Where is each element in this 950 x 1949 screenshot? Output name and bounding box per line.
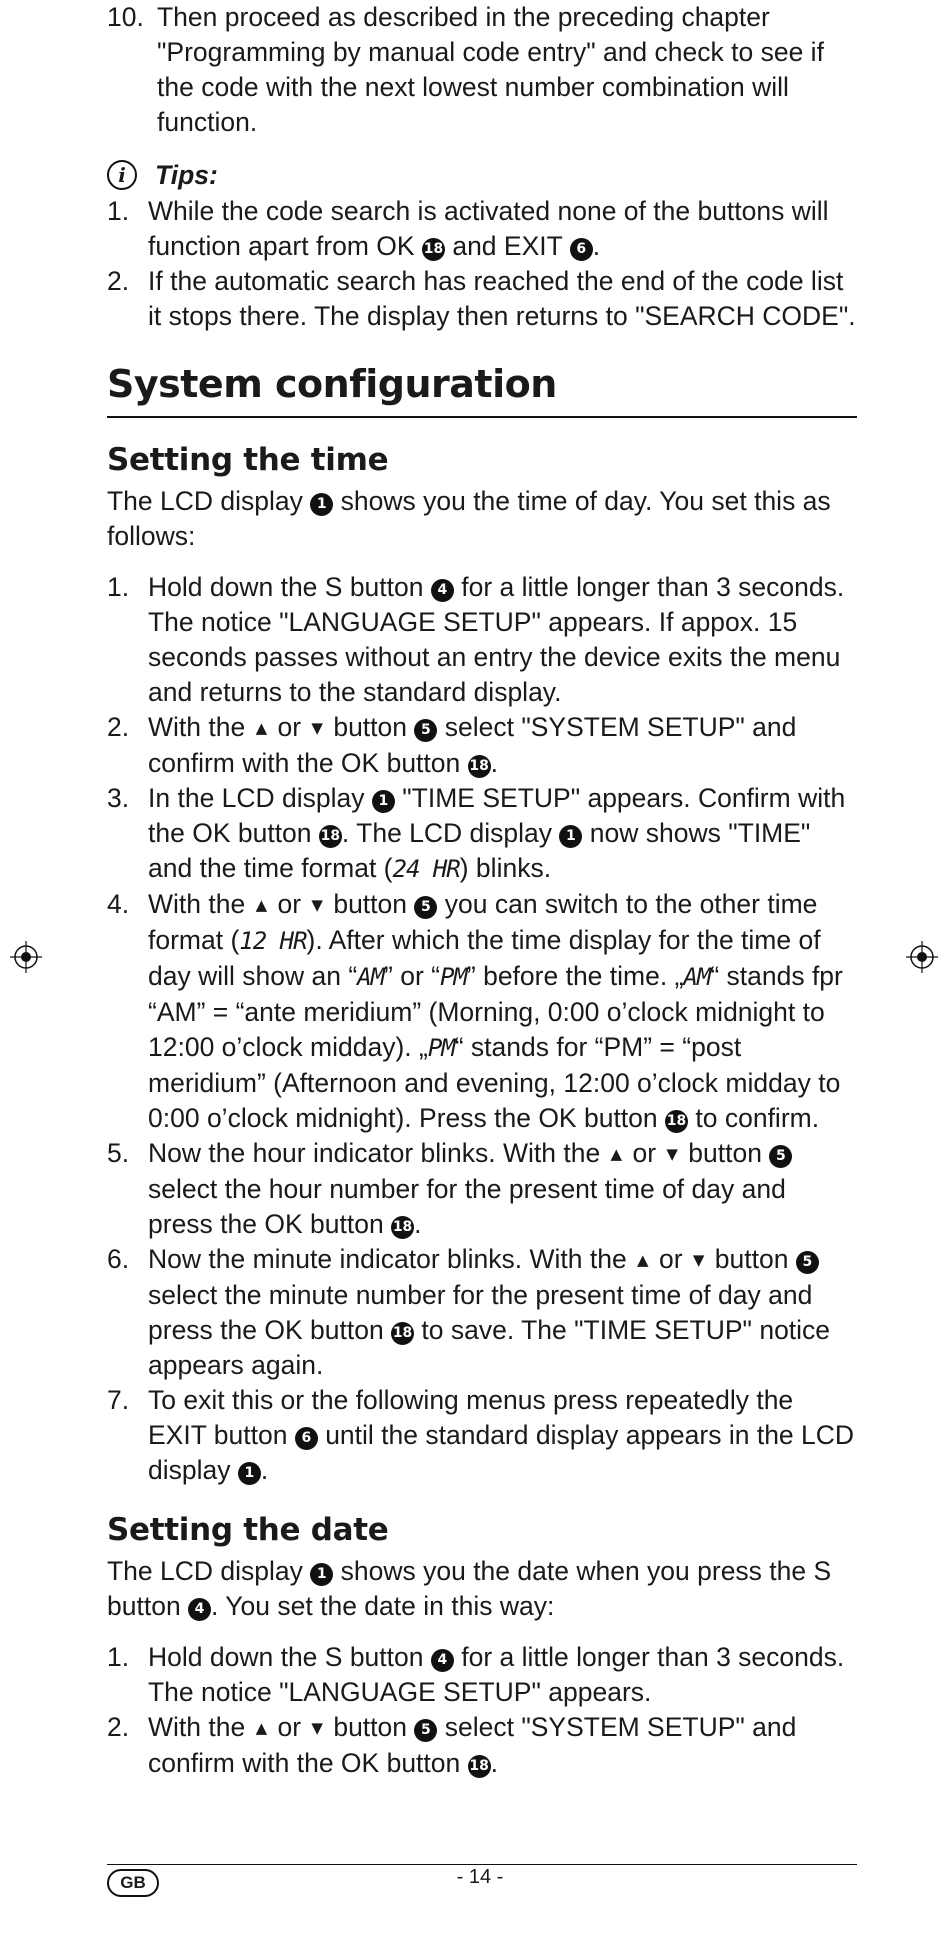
text-run: . The LCD display bbox=[341, 818, 560, 848]
item-number: 10. bbox=[107, 2, 144, 32]
lcd-glyph: 12 HR bbox=[239, 927, 307, 955]
text-run: ” before the time. „ bbox=[466, 961, 684, 991]
text-run: select "SYSTEM SETUP" and confirm with the OK button bbox=[148, 712, 797, 778]
text-run: button bbox=[680, 1138, 770, 1168]
text-run: . You set the date in this way: bbox=[211, 1591, 555, 1621]
callout-number: 4 bbox=[431, 1649, 454, 1672]
text-run: While the code search is activated none of the buttons will function apart from OK bbox=[148, 196, 829, 261]
footer-rule bbox=[107, 1864, 857, 1865]
text-run: If the automatic search has reached the end of the code list it stops there. The display then returns to "SEARCH CODE". bbox=[148, 266, 856, 331]
arrow-down-icon: ▼ bbox=[311, 1719, 323, 1737]
callout-number: 5 bbox=[769, 1145, 792, 1168]
text-run: ) blinks. bbox=[459, 853, 552, 883]
list-item bbox=[107, 1383, 857, 1488]
lcd-glyph: AM bbox=[683, 963, 711, 991]
info-icon: i bbox=[107, 160, 137, 190]
text-run: or bbox=[625, 1138, 664, 1168]
callout-number: 18 bbox=[665, 1110, 688, 1133]
text-run: . bbox=[414, 1209, 422, 1239]
text-run: The LCD display bbox=[107, 1556, 311, 1586]
text-run: now shows "TIME" and the time format ( bbox=[148, 818, 811, 883]
tips-title: Tips: bbox=[155, 159, 218, 190]
text-run: "TIME SETUP" appears. Confirm with the OK button bbox=[148, 783, 846, 848]
lcd-glyph: AM bbox=[357, 963, 385, 991]
text-run: ” or “ bbox=[384, 961, 440, 991]
callout-number: 6 bbox=[295, 1427, 318, 1450]
text-run: button bbox=[325, 1712, 415, 1742]
callout-number: 18 bbox=[468, 1755, 491, 1778]
callout-number: 18 bbox=[422, 238, 445, 261]
text-run: With the bbox=[148, 889, 253, 919]
item-number: 6. bbox=[107, 1244, 130, 1274]
text-run: button bbox=[707, 1244, 796, 1274]
date-steps bbox=[107, 1640, 857, 1781]
text-run: . bbox=[260, 1455, 269, 1485]
time-heading: Setting the time bbox=[107, 442, 389, 478]
callout-number: 5 bbox=[414, 719, 437, 742]
text-run: Then proceed as described in the preceding chapter "Programming by manual code entry" and check to see if the code with the next lowest number combination will function. bbox=[157, 2, 824, 137]
callout-number: 4 bbox=[431, 579, 454, 602]
text-run: With the bbox=[148, 1712, 253, 1742]
text-run: “ stands fpr “AM” = “ante meridium” (Morning, 0:00 o’clock midnight to 12:00 o’clock midday). „ bbox=[148, 961, 843, 1062]
arrow-down-icon: ▼ bbox=[692, 1251, 705, 1269]
callout-number: 4 bbox=[188, 1598, 211, 1621]
text-run: Now the minute indicator blinks. With the bbox=[148, 1244, 635, 1274]
list-item bbox=[107, 570, 857, 710]
arrow-down-icon: ▼ bbox=[311, 719, 323, 737]
callout-number: 1 bbox=[310, 493, 333, 516]
text-run: button bbox=[325, 889, 415, 919]
callout-number: 18 bbox=[391, 1216, 414, 1239]
callout-number: 6 bbox=[570, 238, 593, 261]
callout-number: 1 bbox=[310, 1563, 333, 1586]
list-item bbox=[107, 1710, 857, 1781]
item-number: 1. bbox=[107, 196, 130, 226]
text-run: “ stands for “PM” = “post meridium” (Afternoon and evening, 12:00 o’clock midday to 0:00 o’clock midnight). Press the OK button bbox=[148, 1032, 841, 1133]
callout-number: 5 bbox=[796, 1251, 819, 1274]
text-run: or bbox=[651, 1244, 690, 1274]
list-item bbox=[107, 194, 857, 264]
list-item bbox=[107, 1136, 857, 1242]
arrow-up-icon: ▲ bbox=[255, 896, 268, 914]
callout-number: 18 bbox=[319, 825, 342, 848]
list-item bbox=[107, 264, 857, 334]
text-run: In the LCD display bbox=[148, 783, 372, 813]
text-run: . bbox=[490, 1748, 498, 1778]
text-run: and EXIT bbox=[444, 231, 570, 261]
arrow-down-icon: ▼ bbox=[311, 896, 323, 914]
lcd-glyph: PM bbox=[439, 963, 467, 991]
text-run: for a little longer than 3 seconds. The notice "LANGUAGE SETUP" appears. If appox. 15 seconds passes without an entry the device exits the menu and returns to the standard display. bbox=[148, 572, 845, 707]
callout-number: 1 bbox=[238, 1462, 261, 1485]
callout-number: 1 bbox=[559, 825, 582, 848]
text-run: select "SYSTEM SETUP" and confirm with the OK button bbox=[148, 1712, 797, 1778]
text-run: to confirm. bbox=[688, 1103, 820, 1133]
country-badge: GB bbox=[107, 1869, 159, 1897]
item-number: 2. bbox=[107, 266, 130, 296]
text-run: The LCD display bbox=[107, 486, 311, 516]
date-intro bbox=[107, 1554, 857, 1624]
list-item bbox=[107, 1242, 857, 1383]
list-item bbox=[107, 0, 857, 140]
text-run: until the standard display appears in the LCD display bbox=[148, 1420, 855, 1485]
intro-steps bbox=[107, 0, 857, 140]
arrow-up-icon: ▲ bbox=[637, 1251, 649, 1269]
manual-page bbox=[107, 0, 857, 1781]
text-run: or bbox=[270, 1712, 309, 1742]
item-number: 5. bbox=[107, 1138, 130, 1168]
arrow-down-icon: ▼ bbox=[666, 1145, 678, 1163]
time-steps bbox=[107, 570, 857, 1488]
arrow-up-icon: ▲ bbox=[255, 719, 268, 737]
text-run: or bbox=[270, 889, 309, 919]
tips-list bbox=[107, 194, 857, 334]
text-run: To exit this or the following menus press repeatedly the EXIT button bbox=[148, 1385, 794, 1450]
text-run: button bbox=[325, 712, 415, 742]
text-run: With the bbox=[148, 712, 253, 742]
callout-number: 5 bbox=[414, 1719, 437, 1742]
text-run: shows you the time of day. You set this as follows: bbox=[107, 486, 831, 551]
text-run: ). After which the time display for the time of day will show an “ bbox=[148, 925, 821, 991]
lcd-glyph: PM bbox=[427, 1034, 455, 1062]
list-item bbox=[107, 710, 857, 781]
item-number: 2. bbox=[107, 1712, 130, 1742]
callout-number: 1 bbox=[372, 790, 395, 813]
item-number: 7. bbox=[107, 1385, 130, 1415]
text-run: to save. The "TIME SETUP" notice appears again. bbox=[148, 1315, 831, 1380]
item-number: 2. bbox=[107, 712, 130, 742]
page-number: - 14 - bbox=[456, 1866, 504, 1888]
list-item bbox=[107, 887, 857, 1136]
text-run: . bbox=[592, 231, 601, 261]
text-run: Hold down the S button bbox=[148, 1642, 431, 1672]
arrow-up-icon: ▲ bbox=[255, 1719, 268, 1737]
list-item bbox=[107, 1640, 857, 1710]
text-run: select the hour number for the present time of day and press the OK button bbox=[148, 1174, 786, 1239]
item-number: 3. bbox=[107, 783, 130, 813]
callout-number: 18 bbox=[468, 755, 491, 778]
item-number: 4. bbox=[107, 889, 130, 919]
registration-mark-right bbox=[906, 941, 938, 973]
section-title: System configuration bbox=[107, 358, 857, 418]
text-run: or bbox=[270, 712, 309, 742]
lcd-glyph: 24 HR bbox=[392, 855, 460, 883]
item-number: 1. bbox=[107, 572, 130, 602]
callout-number: 5 bbox=[414, 896, 437, 919]
registration-mark-left bbox=[10, 941, 42, 973]
text-run: shows you the date when you press the S button bbox=[107, 1556, 832, 1621]
list-item bbox=[107, 781, 857, 887]
text-run: Now the hour indicator blinks. With the bbox=[148, 1138, 608, 1168]
text-run: for a little longer than 3 seconds. The notice "LANGUAGE SETUP" appears. bbox=[148, 1642, 845, 1707]
item-number: 1. bbox=[107, 1642, 130, 1672]
text-run: . bbox=[490, 748, 498, 778]
text-run: Hold down the S button bbox=[148, 572, 431, 602]
callout-number: 18 bbox=[391, 1322, 414, 1345]
text-run: select the minute number for the present time of day and press the OK button bbox=[148, 1280, 813, 1345]
date-heading: Setting the date bbox=[107, 1512, 389, 1548]
arrow-up-icon: ▲ bbox=[610, 1145, 623, 1163]
tips-header bbox=[107, 156, 857, 194]
time-intro bbox=[107, 484, 857, 554]
text-run: you can switch to the other time format ( bbox=[148, 889, 818, 955]
